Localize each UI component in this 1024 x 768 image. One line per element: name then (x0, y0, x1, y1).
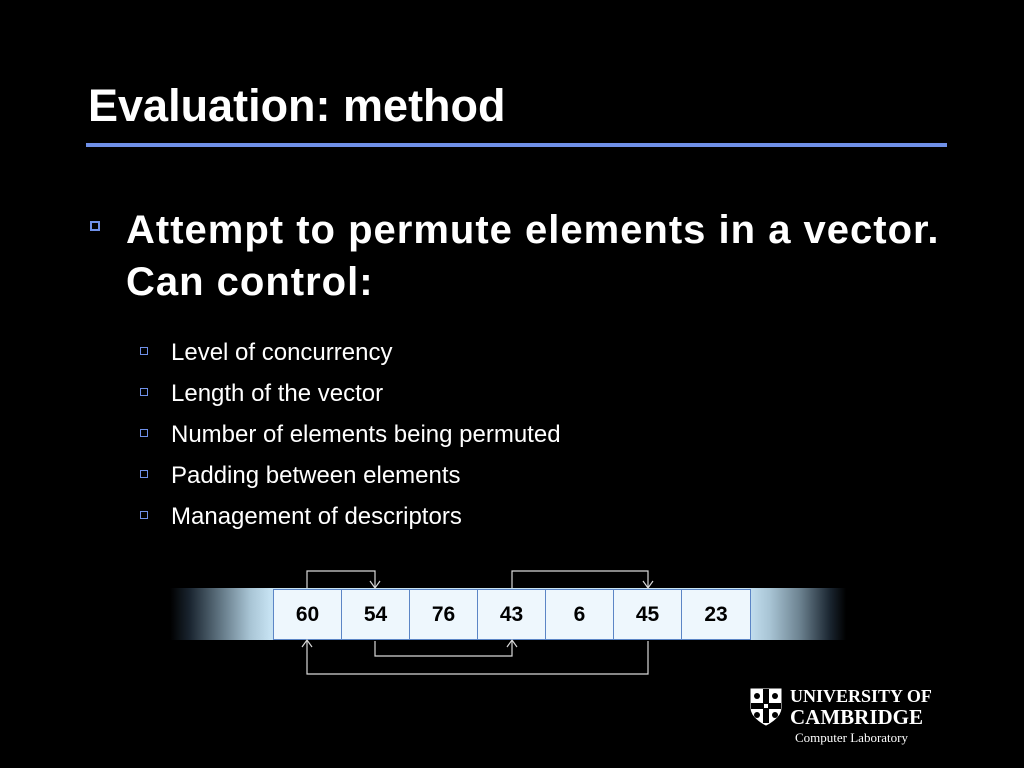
permutation-arrow (307, 641, 648, 674)
vector-cell: 6 (546, 590, 614, 639)
arrow-head (370, 581, 380, 588)
arrow-head (643, 581, 653, 588)
sub-bullet-text: Number of elements being permuted (171, 421, 561, 448)
sub-bullet-text: Padding between elements (171, 462, 461, 489)
vector-cell: 23 (682, 590, 750, 639)
sub-bullet-item (140, 496, 561, 537)
sub-bullet-marker-icon (140, 429, 148, 437)
sub-bullet-list (140, 332, 561, 537)
logo-cambridge: CAMBRIDGE (790, 705, 924, 729)
sub-bullet-marker-icon (140, 388, 148, 396)
permutation-arrow (375, 641, 512, 656)
sub-bullet-item (140, 373, 561, 414)
arrow-head (507, 640, 517, 647)
sub-bullet-item (140, 414, 561, 455)
permutation-arrow (512, 571, 648, 588)
vector-cell: 76 (410, 590, 478, 639)
permutation-arrow (307, 571, 375, 588)
logo-subtitle: Computer Laboratory (795, 730, 908, 745)
main-bullet-marker-icon (90, 221, 100, 231)
sub-bullet-item (140, 455, 561, 496)
sub-bullet-marker-icon (140, 470, 148, 478)
sub-bullet-text: Length of the vector (171, 380, 384, 407)
vector-diagram (273, 589, 751, 640)
main-bullet-text: Attempt to permute elements in a vector. Can control: (126, 208, 940, 304)
sub-bullet-text: Management of descriptors (171, 503, 462, 530)
sub-bullet-marker-icon (140, 511, 148, 519)
cambridge-shield-icon (750, 688, 782, 726)
university-logo (750, 686, 940, 748)
title-divider (86, 143, 947, 147)
sub-bullet-item (140, 332, 561, 373)
vector-cell: 45 (614, 590, 682, 639)
vector-cell: 60 (274, 590, 342, 639)
vector-cell: 43 (478, 590, 546, 639)
logo-university-of: UNIVERSITY OF (790, 686, 932, 706)
sub-bullet-marker-icon (140, 347, 148, 355)
slide-title: Evaluation: method (88, 80, 506, 131)
vector-cell: 54 (342, 590, 410, 639)
arrow-head (302, 640, 312, 647)
sub-bullet-text: Level of concurrency (171, 339, 393, 366)
